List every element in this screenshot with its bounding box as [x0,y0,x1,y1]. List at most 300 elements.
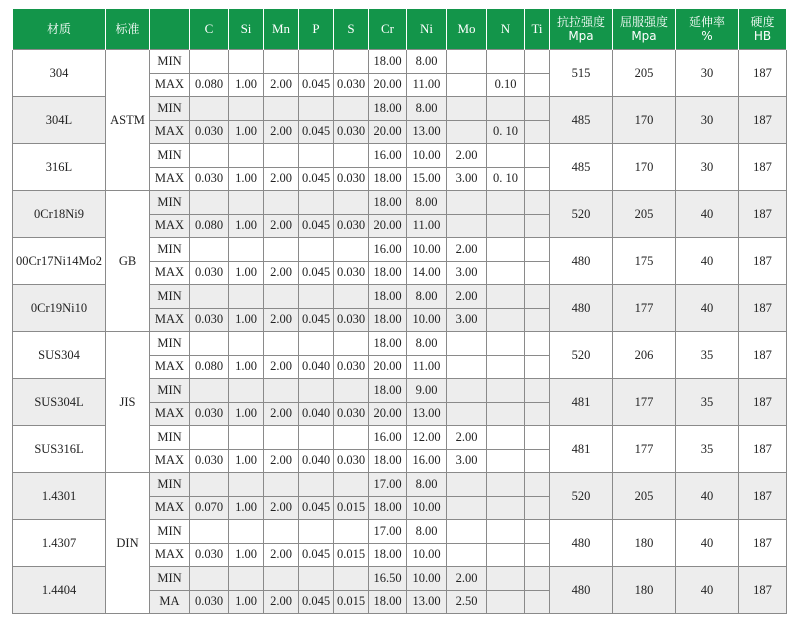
limit-cell: MIN [150,144,190,168]
header-mo: Mo [447,9,487,50]
n-cell [487,144,525,168]
n-cell [487,50,525,74]
elongation-cell: 40 [676,191,739,238]
c-cell: 0.080 [190,73,229,97]
tensile-cell: 520 [550,191,613,238]
n-cell [487,449,525,473]
ni-cell: 8.00 [407,520,447,544]
limit-cell: MAX [150,261,190,285]
hardness-cell: 187 [739,473,787,520]
ti-cell [525,167,550,191]
hardness-cell: 187 [739,238,787,285]
grade-cell: 304 [13,50,106,97]
grade-cell: SUS316L [13,426,106,473]
limit-cell: MAX [150,543,190,567]
limit-cell: MAX [150,214,190,238]
ni-cell: 9.00 [407,379,447,403]
ti-cell [525,543,550,567]
c-cell: 0.030 [190,543,229,567]
ni-cell: 10.00 [407,308,447,332]
yield-cell: 180 [613,520,676,567]
mo-cell: 2.00 [447,144,487,168]
mo-cell: 2.00 [447,426,487,450]
standard-cell: JIS [106,332,150,473]
cr-cell: 18.00 [369,543,407,567]
mo-cell [447,214,487,238]
header-hardness [739,9,787,50]
s-cell [334,473,369,497]
cr-cell: 18.00 [369,285,407,309]
p-cell [299,379,334,403]
si-cell [229,520,264,544]
ti-cell [525,449,550,473]
si-cell [229,97,264,121]
cr-cell: 20.00 [369,355,407,379]
mo-cell: 3.00 [447,449,487,473]
limit-cell: MIN [150,426,190,450]
c-cell [190,144,229,168]
table-header [13,9,787,50]
mn-cell: 2.00 [264,402,299,426]
tensile-cell: 480 [550,285,613,332]
si-cell: 1.00 [229,120,264,144]
mn-cell: 2.00 [264,120,299,144]
cr-cell: 18.00 [369,590,407,614]
p-cell: 0.045 [299,543,334,567]
mo-cell [447,73,487,97]
ni-cell: 11.00 [407,73,447,97]
mn-cell [264,285,299,309]
s-cell: 0.030 [334,120,369,144]
c-cell [190,520,229,544]
ni-cell: 13.00 [407,120,447,144]
cr-cell: 17.00 [369,520,407,544]
s-cell: 0.030 [334,402,369,426]
yield-cell: 206 [613,332,676,379]
elongation-cell: 40 [676,567,739,614]
p-cell: 0.045 [299,590,334,614]
header-material: 材质 [13,9,106,50]
header-si: Si [229,9,264,50]
p-cell: 0.040 [299,449,334,473]
n-cell [487,308,525,332]
cr-cell: 20.00 [369,73,407,97]
c-cell: 0.030 [190,402,229,426]
mn-cell [264,238,299,262]
header-s: S [334,9,369,50]
cr-cell: 18.00 [369,97,407,121]
c-cell [190,426,229,450]
limit-cell: MIN [150,50,190,74]
p-cell: 0.045 [299,120,334,144]
s-cell: 0.030 [334,308,369,332]
c-cell [190,238,229,262]
header-tensile [550,9,613,50]
ni-cell: 14.00 [407,261,447,285]
n-cell: 0. 10 [487,167,525,191]
n-cell [487,473,525,497]
ti-cell [525,308,550,332]
limit-cell: MAX [150,402,190,426]
ti-cell [525,332,550,356]
cr-cell: 16.00 [369,144,407,168]
tensile-cell: 485 [550,97,613,144]
mn-cell [264,426,299,450]
s-cell [334,144,369,168]
ti-cell [525,97,550,121]
header-row [13,9,787,50]
c-cell [190,473,229,497]
header-ni: Ni [407,9,447,50]
s-cell [334,332,369,356]
mo-cell: 3.00 [447,167,487,191]
header-hardness-unit: HB [753,29,772,43]
n-cell [487,285,525,309]
p-cell [299,97,334,121]
c-cell: 0.030 [190,449,229,473]
standard-cell: DIN [106,473,150,614]
hardness-cell: 187 [739,520,787,567]
limit-cell: MAX [150,355,190,379]
si-cell: 1.00 [229,73,264,97]
ti-cell [525,590,550,614]
cr-cell: 16.00 [369,238,407,262]
mn-cell [264,520,299,544]
hardness-cell: 187 [739,191,787,238]
si-cell: 1.00 [229,214,264,238]
p-cell: 0.040 [299,402,334,426]
p-cell: 0.045 [299,496,334,520]
ni-cell: 11.00 [407,355,447,379]
ni-cell: 10.00 [407,496,447,520]
ti-cell [525,73,550,97]
limit-cell: MIN [150,520,190,544]
si-cell [229,473,264,497]
p-cell [299,520,334,544]
s-cell: 0.030 [334,261,369,285]
si-cell: 1.00 [229,590,264,614]
si-cell: 1.00 [229,167,264,191]
limit-cell: MIN [150,191,190,215]
si-cell [229,144,264,168]
n-cell [487,238,525,262]
c-cell [190,191,229,215]
s-cell: 0.030 [334,214,369,238]
tensile-cell: 485 [550,144,613,191]
mo-cell [447,543,487,567]
limit-cell: MIN [150,473,190,497]
cr-cell: 18.00 [369,167,407,191]
c-cell: 0.030 [190,120,229,144]
hardness-cell: 187 [739,144,787,191]
limit-cell: MAX [150,449,190,473]
tensile-cell: 481 [550,379,613,426]
c-cell: 0.030 [190,308,229,332]
mn-cell [264,332,299,356]
c-cell [190,97,229,121]
mn-cell [264,567,299,591]
mo-cell: 2.50 [447,590,487,614]
tensile-cell: 520 [550,332,613,379]
elongation-cell: 30 [676,50,739,97]
mn-cell: 2.00 [264,261,299,285]
s-cell: 0.030 [334,73,369,97]
mo-cell [447,520,487,544]
ni-cell: 13.00 [407,590,447,614]
si-cell: 1.00 [229,402,264,426]
header-c: C [190,9,229,50]
p-cell [299,473,334,497]
ti-cell [525,496,550,520]
p-cell [299,426,334,450]
hardness-cell: 187 [739,379,787,426]
mn-cell: 2.00 [264,355,299,379]
p-cell: 0.040 [299,355,334,379]
cr-cell: 20.00 [369,120,407,144]
ni-cell: 8.00 [407,50,447,74]
tensile-cell: 480 [550,520,613,567]
yield-cell: 205 [613,473,676,520]
mn-cell: 2.00 [264,73,299,97]
c-cell: 0.030 [190,167,229,191]
s-cell: 0.015 [334,590,369,614]
ni-cell: 10.00 [407,238,447,262]
stainless-steel-spec-table [12,9,787,614]
cr-cell: 20.00 [369,214,407,238]
si-cell [229,567,264,591]
mn-cell [264,97,299,121]
mo-cell [447,496,487,520]
si-cell [229,426,264,450]
mo-cell: 2.00 [447,238,487,262]
c-cell [190,379,229,403]
mn-cell [264,144,299,168]
n-cell [487,402,525,426]
cr-cell: 18.00 [369,191,407,215]
elongation-cell: 35 [676,332,739,379]
ni-cell: 11.00 [407,214,447,238]
header-yield-unit: Mpa [631,29,657,43]
header-ti: Ti [525,9,550,50]
s-cell [334,567,369,591]
table-row [13,473,787,497]
grade-cell: 1.4307 [13,520,106,567]
ti-cell [525,285,550,309]
si-cell: 1.00 [229,496,264,520]
limit-cell: MAX [150,496,190,520]
s-cell: 0.030 [334,449,369,473]
n-cell [487,496,525,520]
cr-cell: 18.00 [369,379,407,403]
si-cell [229,285,264,309]
n-cell: 0. 10 [487,120,525,144]
ti-cell [525,120,550,144]
cr-cell: 16.50 [369,567,407,591]
mo-cell [447,473,487,497]
elongation-cell: 35 [676,426,739,473]
header-elongation [676,9,739,50]
table-row [13,191,787,215]
yield-cell: 180 [613,567,676,614]
ti-cell [525,214,550,238]
mo-cell: 2.00 [447,285,487,309]
mo-cell: 3.00 [447,261,487,285]
yield-cell: 175 [613,238,676,285]
elongation-cell: 40 [676,238,739,285]
hardness-cell: 187 [739,97,787,144]
si-cell: 1.00 [229,261,264,285]
s-cell: 0.015 [334,543,369,567]
header-min-max [150,9,190,50]
s-cell [334,285,369,309]
limit-cell: MAX [150,167,190,191]
yield-cell: 177 [613,426,676,473]
yield-cell: 177 [613,285,676,332]
grade-cell: 316L [13,144,106,191]
si-cell [229,379,264,403]
elongation-cell: 40 [676,285,739,332]
mn-cell [264,191,299,215]
mn-cell: 2.00 [264,543,299,567]
p-cell [299,567,334,591]
n-cell [487,543,525,567]
n-cell [487,567,525,591]
mo-cell [447,50,487,74]
limit-cell: MAX [150,308,190,332]
c-cell: 0.080 [190,355,229,379]
tensile-cell: 520 [550,473,613,520]
mn-cell: 2.00 [264,496,299,520]
si-cell [229,50,264,74]
n-cell [487,261,525,285]
c-cell [190,332,229,356]
n-cell [487,97,525,121]
ni-cell: 10.00 [407,567,447,591]
p-cell [299,144,334,168]
limit-cell: MIN [150,379,190,403]
mn-cell [264,473,299,497]
si-cell [229,191,264,215]
n-cell: 0.10 [487,73,525,97]
hardness-cell: 187 [739,285,787,332]
si-cell: 1.00 [229,308,264,332]
yield-cell: 177 [613,379,676,426]
c-cell [190,567,229,591]
cr-cell: 18.00 [369,261,407,285]
limit-cell: MIN [150,567,190,591]
ni-cell: 15.00 [407,167,447,191]
yield-cell: 170 [613,144,676,191]
cr-cell: 18.00 [369,308,407,332]
si-cell [229,332,264,356]
ni-cell: 10.00 [407,543,447,567]
header-yield [613,9,676,50]
limit-cell: MAX [150,120,190,144]
s-cell [334,520,369,544]
mn-cell [264,50,299,74]
ni-cell: 13.00 [407,402,447,426]
grade-cell: 0Cr19Ni10 [13,285,106,332]
header-p: P [299,9,334,50]
yield-cell: 205 [613,50,676,97]
ni-cell: 8.00 [407,332,447,356]
table-row [13,50,787,74]
s-cell: 0.030 [334,355,369,379]
c-cell: 0.030 [190,590,229,614]
si-cell: 1.00 [229,543,264,567]
ti-cell [525,567,550,591]
ni-cell: 16.00 [407,449,447,473]
mn-cell [264,379,299,403]
ti-cell [525,355,550,379]
si-cell [229,238,264,262]
c-cell: 0.080 [190,214,229,238]
header-yield-label: 屈服强度 [619,15,668,29]
ni-cell: 8.00 [407,473,447,497]
c-cell [190,285,229,309]
p-cell [299,238,334,262]
standard-cell: GB [106,191,150,332]
c-cell: 0.030 [190,261,229,285]
ti-cell [525,402,550,426]
mo-cell [447,332,487,356]
ti-cell [525,191,550,215]
cr-cell: 16.00 [369,426,407,450]
p-cell: 0.045 [299,167,334,191]
header-hardness-label: 硬度 [750,15,775,29]
n-cell [487,332,525,356]
si-cell: 1.00 [229,449,264,473]
n-cell [487,426,525,450]
tensile-cell: 515 [550,50,613,97]
ti-cell [525,144,550,168]
limit-cell: MA [150,590,190,614]
p-cell [299,332,334,356]
hardness-cell: 187 [739,426,787,473]
tensile-cell: 480 [550,567,613,614]
p-cell: 0.045 [299,214,334,238]
ti-cell [525,520,550,544]
grade-cell: SUS304L [13,379,106,426]
ni-cell: 8.00 [407,97,447,121]
table-body [13,50,787,614]
p-cell [299,50,334,74]
ni-cell: 8.00 [407,191,447,215]
cr-cell: 18.00 [369,449,407,473]
limit-cell: MIN [150,97,190,121]
mn-cell: 2.00 [264,308,299,332]
standard-cell: ASTM [106,50,150,191]
mo-cell [447,379,487,403]
limit-cell: MAX [150,73,190,97]
cr-cell: 18.00 [369,496,407,520]
mo-cell: 3.00 [447,308,487,332]
ti-cell [525,238,550,262]
ni-cell: 8.00 [407,285,447,309]
elongation-cell: 30 [676,97,739,144]
grade-cell: 1.4301 [13,473,106,520]
hardness-cell: 187 [739,332,787,379]
grade-cell: 00Cr17Ni14Mo2 [13,238,106,285]
table-row [13,332,787,356]
n-cell [487,355,525,379]
mo-cell [447,355,487,379]
elongation-cell: 40 [676,473,739,520]
s-cell [334,191,369,215]
header-tensile-label: 抗拉强度 [556,15,605,29]
ti-cell [525,379,550,403]
ni-cell: 10.00 [407,144,447,168]
